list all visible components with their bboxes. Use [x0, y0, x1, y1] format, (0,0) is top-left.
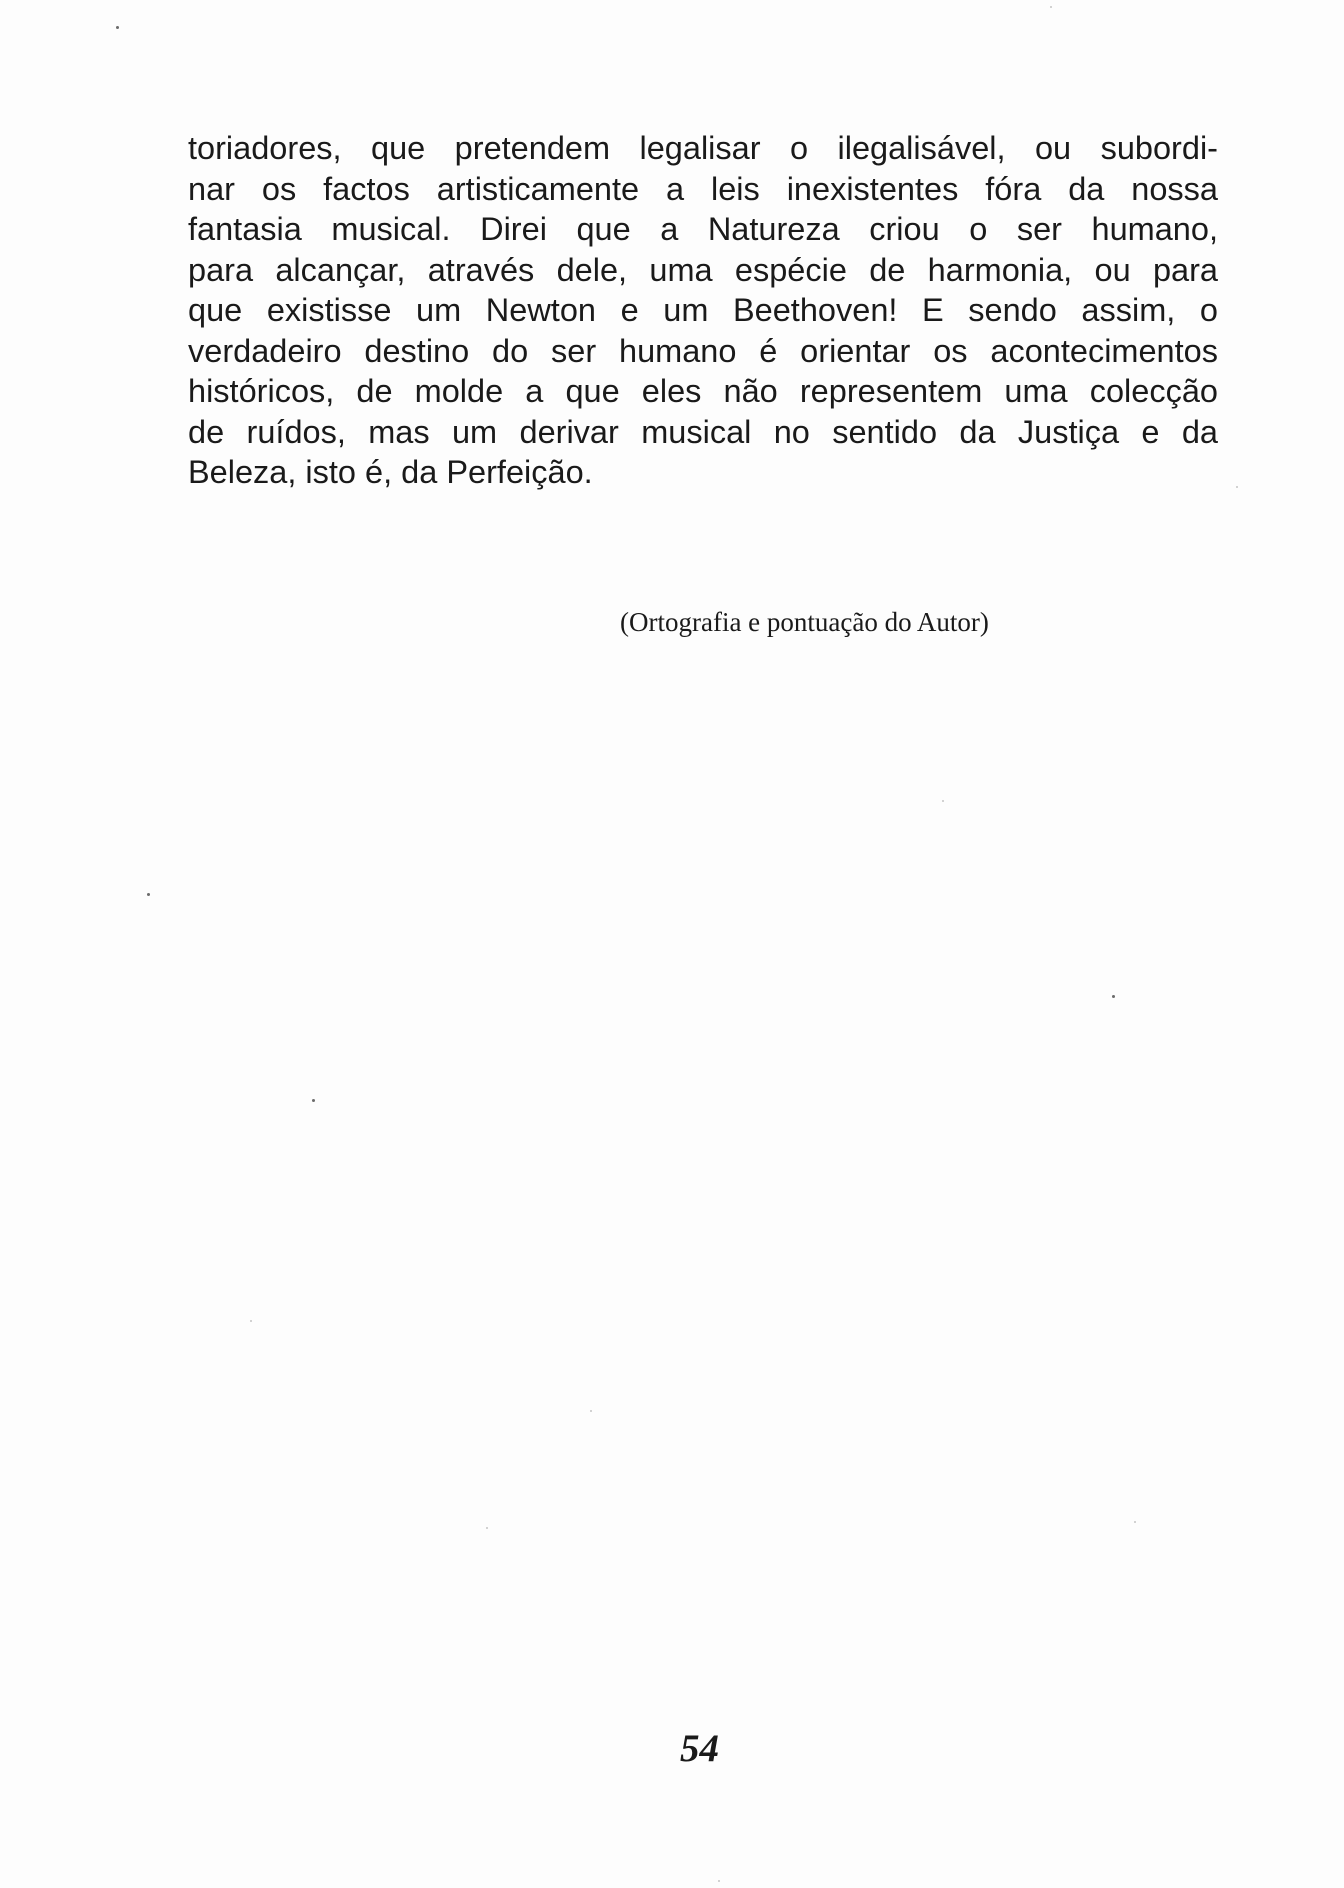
text-line: fantasia musical. Direi que a Natureza criou o ser humano,	[188, 211, 1218, 247]
text-line: de ruídos, mas um derivar musical no sentido da Justiça e da	[188, 413, 1218, 450]
text-line: verdadeiro destino do ser humano é orientar os acontecimentos	[188, 332, 1218, 369]
text-line: que existisse um Newton e um Beethoven! E sendo assim, o	[188, 292, 1218, 328]
scan-speck	[1134, 1521, 1136, 1523]
scan-speck	[116, 26, 119, 29]
scan-speck	[1112, 995, 1115, 998]
scan-speck	[486, 1527, 488, 1529]
scan-speck	[250, 1320, 252, 1322]
scan-speck	[1050, 6, 1052, 8]
author-note: (Ortografia e pontuação do Autor)	[620, 607, 989, 637]
scan-speck	[718, 1880, 720, 1882]
text-line: para alcançar, através dele, uma espécie de harmonia, ou para	[188, 251, 1218, 288]
text-line: nar os factos artisticamente a leis inexistentes fóra da nossa	[188, 170, 1218, 207]
body-paragraph	[188, 128, 1218, 493]
text-line: toriadores, que pretendem legalisar o ilegalisável, ou subordi-	[188, 130, 1218, 166]
scan-speck	[590, 1410, 592, 1412]
page-number: 54	[680, 1727, 719, 1770]
text-line: históricos, de molde a que eles não representem uma colecção	[188, 373, 1218, 409]
scan-speck	[1236, 486, 1238, 488]
scan-speck	[312, 1099, 315, 1102]
scan-speck	[147, 893, 150, 896]
text-line: Beleza, isto é, da Perfeição.	[188, 454, 593, 490]
scan-speck	[942, 800, 944, 802]
